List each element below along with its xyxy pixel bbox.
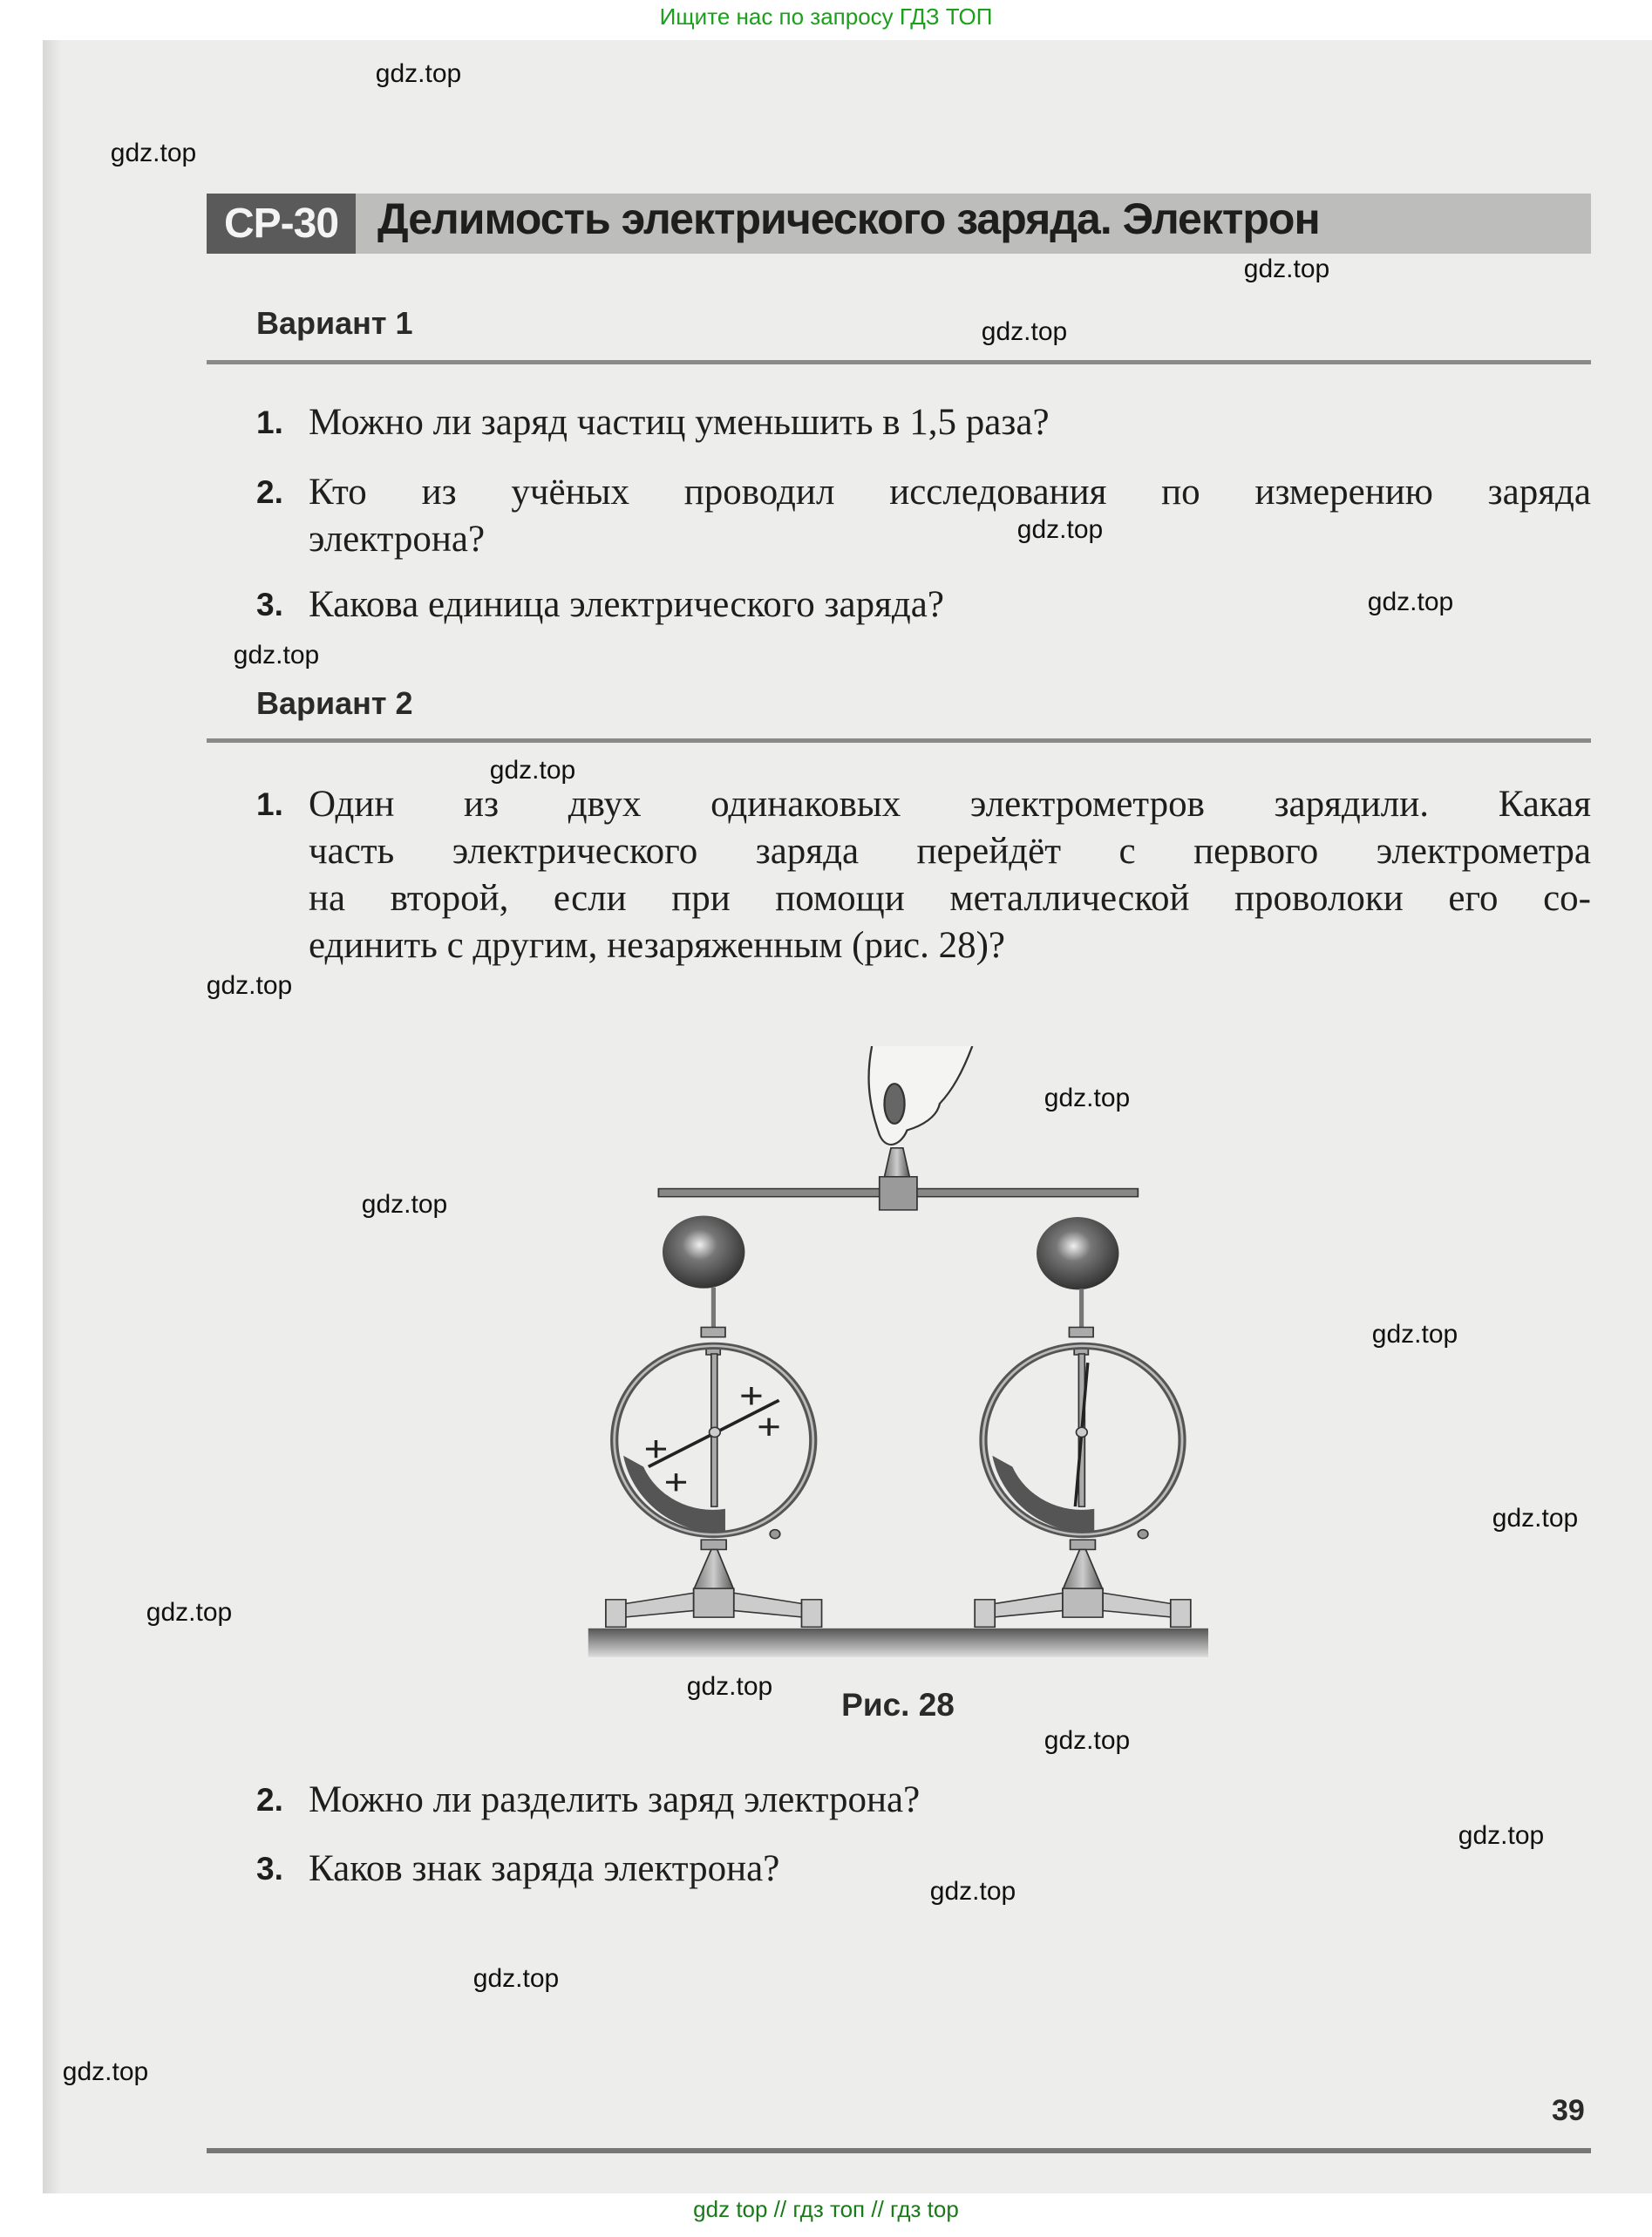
section-header: [207, 194, 1591, 254]
electrometer-charged: [606, 1216, 822, 1628]
insulating-handle: [885, 1148, 910, 1177]
page-edge-shadow: [43, 40, 62, 2193]
watermark: gdz.top: [1243, 255, 1330, 283]
hand-icon: [869, 1046, 973, 1145]
watermark: gdz.top: [1367, 588, 1454, 616]
watermark: gdz.top: [1371, 1320, 1458, 1349]
watermark: gdz.top: [686, 1672, 773, 1701]
variant-1-heading: Вариант 1: [256, 305, 413, 341]
variant-2-heading: Вариант 2: [256, 685, 413, 721]
electrometer-uncharged: [975, 1217, 1191, 1627]
question-text-line: Кто из учёных проводил исследования по измерению заряда: [309, 472, 1591, 513]
watermark: gdz.top: [110, 139, 197, 167]
question-number: 2.: [256, 474, 283, 510]
question-number: 2.: [256, 1782, 283, 1818]
question-number: 3.: [256, 1851, 283, 1887]
watermark: gdz.top: [1044, 1726, 1131, 1755]
divider: [207, 738, 1591, 743]
watermark: gdz.top: [233, 641, 320, 670]
question-text: Можно ли заряд частиц уменьшить в 1,5 раза?: [309, 402, 1050, 443]
figure-28-electrometers: [520, 1046, 1308, 1666]
watermark: gdz.top: [489, 756, 576, 785]
question-v1-1: [256, 399, 1591, 446]
figure-caption: Рис. 28: [841, 1687, 955, 1723]
watermark: gdz.top: [375, 59, 462, 88]
watermark: gdz.top: [981, 317, 1068, 346]
bottom-divider: [207, 2148, 1591, 2153]
question-text: Какова единица электрического заряда?: [309, 584, 944, 625]
watermark: gdz.top: [1016, 515, 1104, 544]
watermark: gdz.top: [361, 1190, 448, 1219]
footer-links: gdz top // гдз топ // гдз top: [693, 2196, 959, 2222]
question-text-line: Один из двух одинаковых электрометров зарядили. Какая: [309, 784, 1591, 825]
question-number: 1.: [256, 786, 283, 822]
watermark: gdz.top: [929, 1877, 1016, 1906]
table-surface: [588, 1628, 1208, 1657]
question-text-line: часть электрического заряда перейдёт с первого электрометра: [309, 831, 1591, 872]
watermark: gdz.top: [1044, 1084, 1131, 1112]
watermark: gdz.top: [206, 971, 293, 1000]
question-v1-2: [256, 469, 1591, 563]
wire-clamp: [880, 1177, 917, 1210]
question-text-line: единить с другим, незаряженным (рис. 28)?: [309, 925, 1005, 966]
watermark: gdz.top: [146, 1598, 233, 1627]
question-text-line: на второй, если при помощи металлической проволоки его со-: [309, 878, 1591, 919]
watermark: gdz.top: [62, 2057, 149, 2086]
question-text-line: электрона?: [309, 519, 486, 560]
watermark: gdz.top: [1492, 1504, 1579, 1533]
watermark: gdz.top: [472, 1964, 560, 1993]
section-code: СР-30: [207, 194, 356, 254]
watermark: gdz.top: [1458, 1821, 1545, 1850]
divider: [207, 360, 1591, 364]
question-text: Можно ли разделить заряд электрона?: [309, 1779, 921, 1820]
search-hint-banner: Ищите нас по запросу ГДЗ ТОП: [659, 3, 993, 30]
question-number: 3.: [256, 587, 283, 622]
question-number: 1.: [256, 405, 283, 440]
question-v2-3: [256, 1846, 1591, 1893]
question-text: Каков знак заряда электрона?: [309, 1848, 780, 1889]
question-v2-1: [256, 781, 1591, 969]
section-title: Делимость электрического заряда. Электрон: [377, 194, 1320, 243]
question-v2-2: [256, 1777, 1591, 1824]
page-number: 39: [1552, 2094, 1585, 2127]
